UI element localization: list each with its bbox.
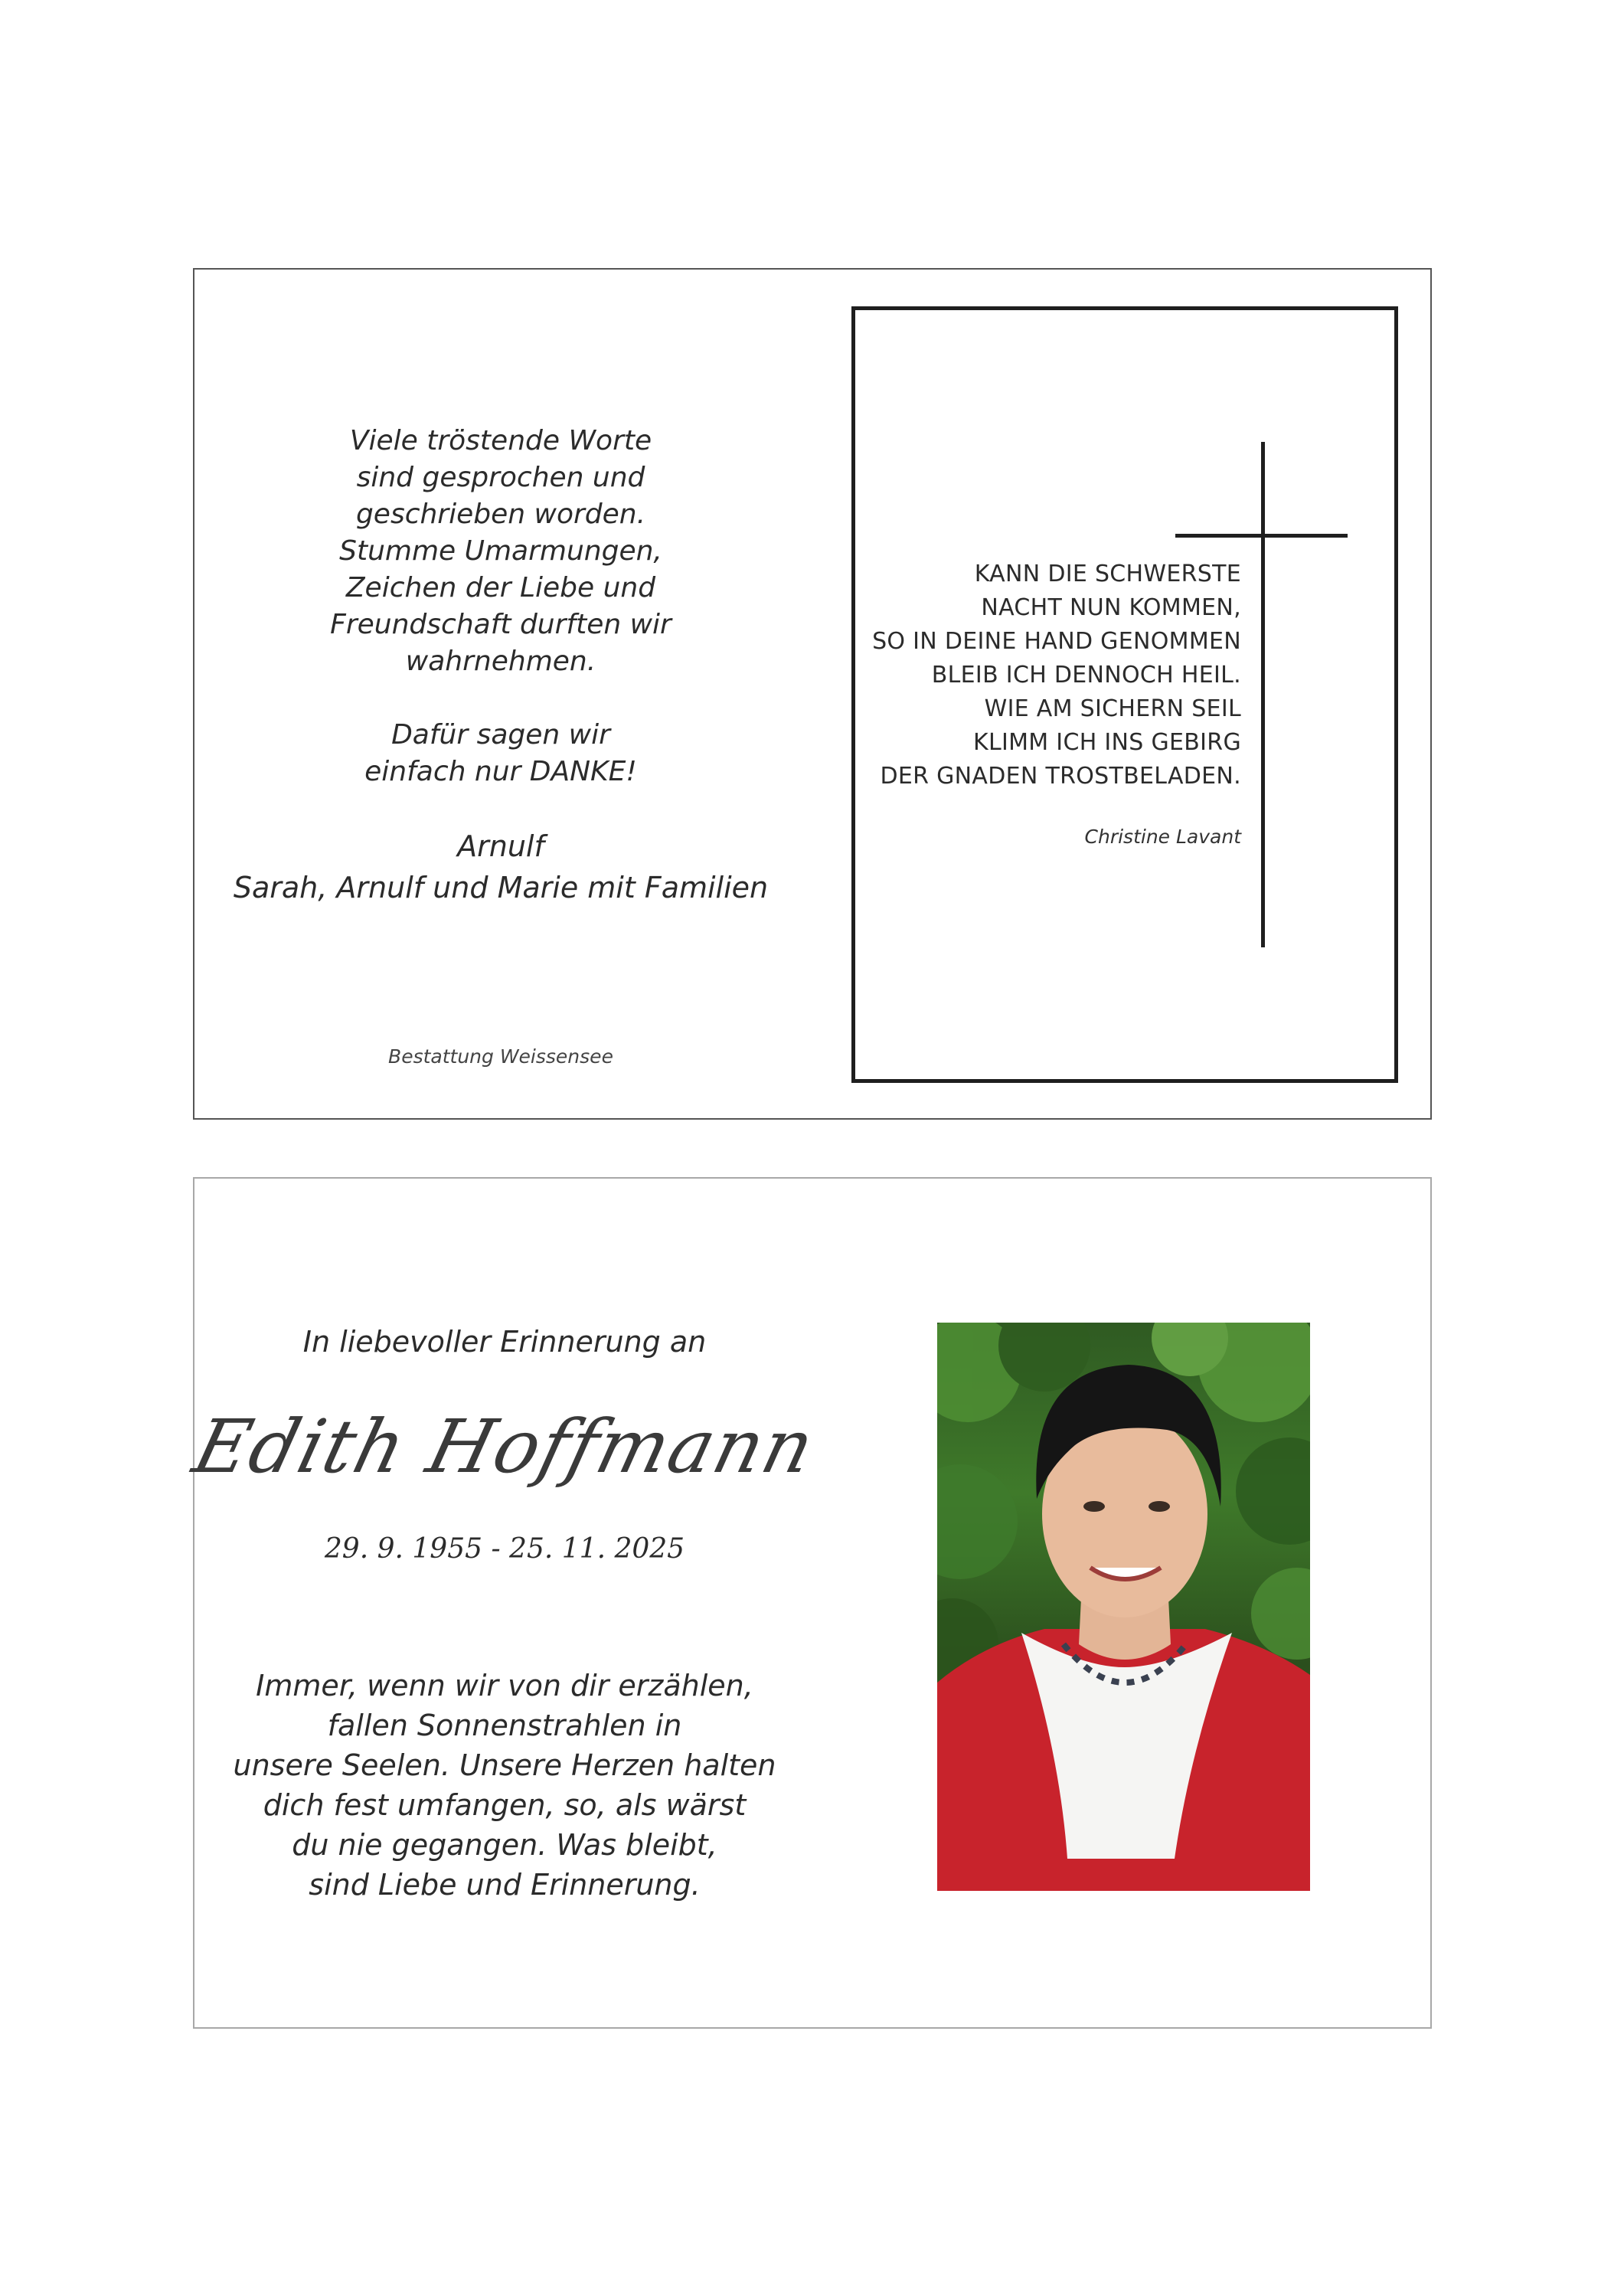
deceased-name: Edith Hoffmann bbox=[185, 1404, 824, 1490]
thanks-line: Dafür sagen wir bbox=[391, 719, 610, 751]
signature bbox=[194, 826, 807, 908]
poem-line: SO IN DEINE HAND GENOMMEN bbox=[872, 628, 1241, 655]
portrait-photo bbox=[937, 1323, 1310, 1891]
thanks-spacer bbox=[194, 680, 807, 717]
memorial-intro: In liebevoller Erinnerung an bbox=[302, 1325, 707, 1359]
thanks-line: Stumme Umarmungen, bbox=[339, 535, 662, 567]
thank-you-card bbox=[193, 268, 1432, 1120]
thanks-text bbox=[194, 423, 807, 790]
cross-icon-bar bbox=[1175, 534, 1348, 538]
thanks-line: wahrnehmen. bbox=[405, 646, 596, 677]
poem bbox=[872, 558, 1241, 793]
verse-line: dich fest umfangen, so, als wärst bbox=[263, 1788, 747, 1822]
poem-author: Christine Lavant bbox=[1084, 826, 1241, 848]
portrait-illustration bbox=[937, 1323, 1310, 1891]
poem-line: KLIMM ICH INS GEBIRG bbox=[972, 729, 1241, 756]
memorial-verse bbox=[194, 1666, 815, 1905]
verse-line: fallen Sonnenstrahlen in bbox=[327, 1709, 682, 1742]
poem-frame bbox=[851, 306, 1398, 1083]
poem-line: BLEIB ICH DENNOCH HEIL. bbox=[931, 662, 1241, 688]
life-dates: 29. 9. 1955 - 25. 11. 2025 bbox=[324, 1533, 685, 1565]
thanks-line: geschrieben worden. bbox=[355, 499, 646, 530]
signature-line: Sarah, Arnulf und Marie mit Familien bbox=[233, 871, 769, 904]
poem-line: NACHT NUN KOMMEN, bbox=[981, 594, 1241, 621]
thanks-line: sind gesprochen und bbox=[356, 462, 645, 493]
verse-line: du nie gegangen. Was bleibt, bbox=[292, 1828, 717, 1862]
verse-line: sind Liebe und Erinnerung. bbox=[309, 1868, 701, 1902]
thanks-line: Zeichen der Liebe und bbox=[345, 572, 656, 603]
thanks-line: einfach nur DANKE! bbox=[364, 756, 637, 787]
poem-line: KANN DIE SCHWERSTE bbox=[974, 561, 1241, 587]
verse-line: Immer, wenn wir von dir erzählen, bbox=[256, 1669, 753, 1702]
signature-line: Arnulf bbox=[457, 829, 544, 863]
thanks-line: Freundschaft durften wir bbox=[330, 609, 671, 640]
verse-line: unsere Seelen. Unsere Herzen halten bbox=[233, 1748, 776, 1782]
poem-line: DER GNADEN TROSTBELADEN. bbox=[880, 763, 1241, 790]
memorial-card bbox=[185, 1177, 1432, 2029]
thanks-line: Viele tröstende Worte bbox=[349, 425, 652, 456]
cross-icon bbox=[1261, 442, 1265, 947]
undertaker-name: Bestattung Weissensee bbox=[388, 1045, 613, 1068]
poem-line: WIE AM SICHERN SEIL bbox=[984, 695, 1241, 722]
